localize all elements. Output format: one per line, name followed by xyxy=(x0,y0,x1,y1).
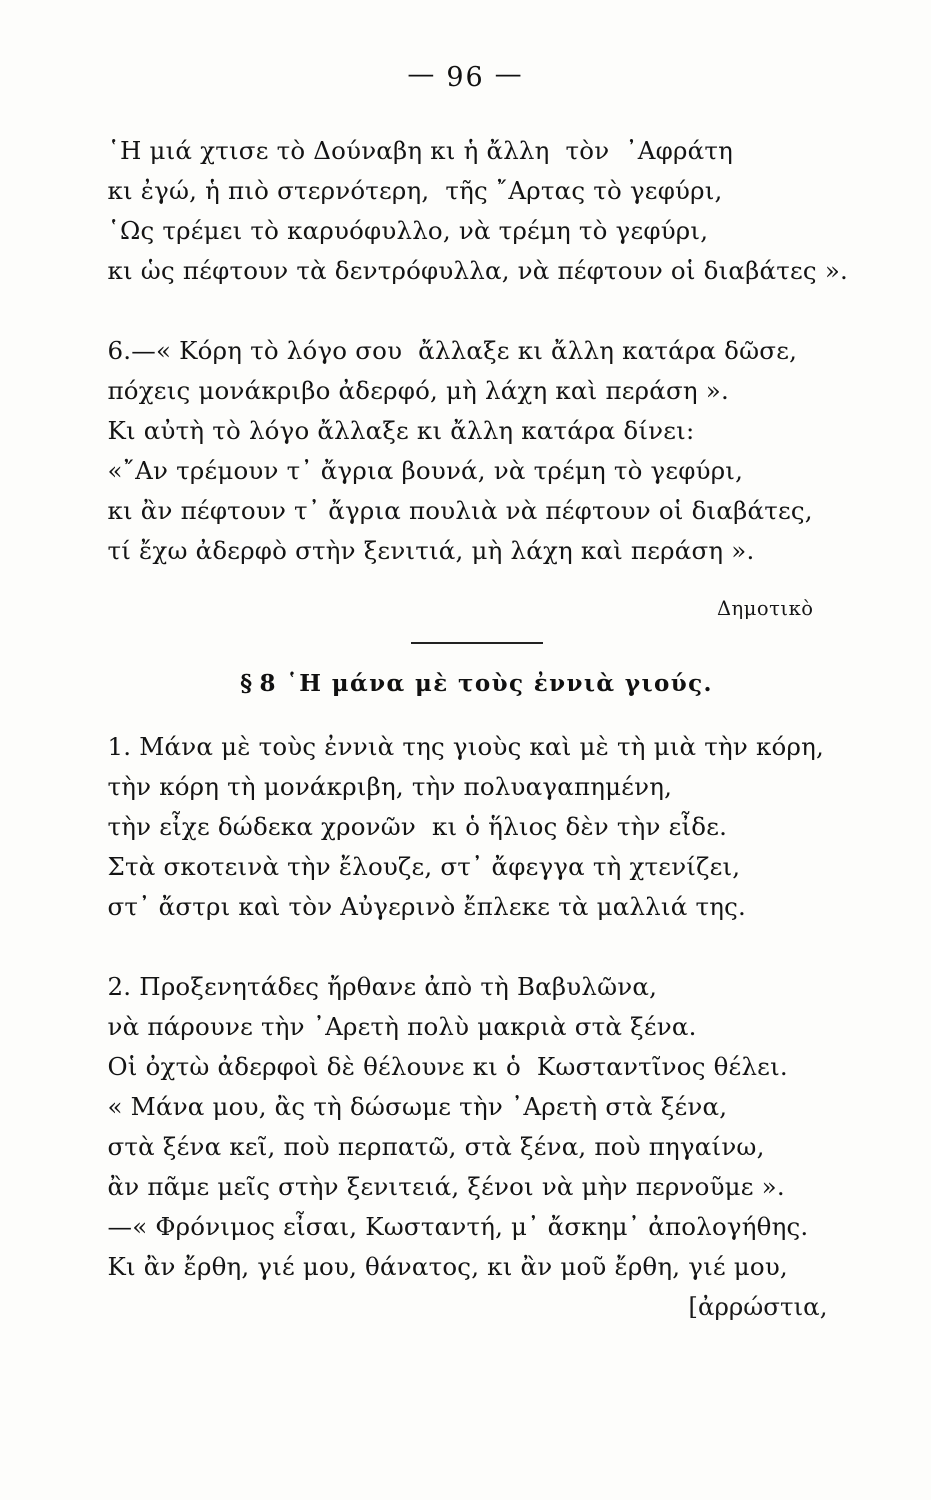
poem-line: πόχεις μονάκριβο ἀδερφό, μὴ λάχη καὶ περάση ». xyxy=(107,376,729,405)
stanza-b xyxy=(108,331,846,571)
stanza-spacer xyxy=(108,953,846,967)
page-number xyxy=(0,0,931,93)
dash-left: — xyxy=(407,59,437,90)
poem-line: Οἱ ὀχτὼ ἀδερφοὶ δὲ θέλουνε κι ὁ Κωσταντῖνος θέλει. xyxy=(107,1052,788,1081)
poem-line: τὴν κόρη τὴ μονάκριβη, τὴν πολυαγαπημένη, xyxy=(107,772,673,801)
poem-line: Στὰ σκοτεινὰ τὴν ἔλουζε, στ᾽ ἄφεγγα τὴ χτενίζει, xyxy=(107,852,741,881)
dash-right: — xyxy=(494,59,524,90)
stanza-a xyxy=(107,131,849,291)
section-sign: § xyxy=(240,670,254,697)
poem-line: Κι ἂν ἔρθη, γιέ μου, θάνατος, κι ἂν μοῦ ἔρθη, γιέ μου, xyxy=(107,1252,788,1281)
section-number: 8 xyxy=(259,670,277,697)
stanza-spacer xyxy=(108,317,846,331)
poem-line: «῎Αν τρέμουν τ᾽ ἄγρια βουνά, νὰ τρέμη τὸ γεφύρι, xyxy=(107,456,744,485)
poem-line: στὰ ξένα κεῖ, ποὺ περπατῶ, στὰ ξένα, ποὺ πηγαίνω, xyxy=(107,1132,765,1161)
poem-line: κι ὡς πέφτουν τὰ δεντρόφυλλα, νὰ πέφτουν οἱ διαβάτες ». xyxy=(107,256,849,285)
turned-over-line: [ἀρρώστια, xyxy=(688,1292,828,1321)
poem-line: τί ἔχω ἀδερφὸ στὴν ξενιτιά, μὴ λάχη καὶ περάση ». xyxy=(107,536,755,565)
page-number-value: 96 xyxy=(446,62,485,93)
poem-line: 1. Μάνα μὲ τοὺς ἐννιὰ της γιοὺς καὶ μὲ τὴ μιὰ τὴν κόρη, xyxy=(107,732,824,761)
poem-line: 6.—« Κόρη τὸ λόγο σου ἄλλαξε κι ἄλλη κατάρα δῶσε, xyxy=(107,336,798,365)
poem-line: ῾Η μιά χτισε τὸ Δούναβη κι ἡ ἄλλη τὸν ᾿Αφράτη xyxy=(107,136,733,165)
poem-line: κι ἂν πέφτουν τ᾽ ἄγρια πουλιὰ νὰ πέφτουν οἱ διαβάτες, xyxy=(107,496,813,525)
section-heading xyxy=(108,670,846,697)
section-divider xyxy=(108,642,846,644)
poem-line: —« Φρόνιμος εἶσαι, Κωσταντή, μ᾽ ἄσκημ᾽ ἀπολογήθης. xyxy=(107,1212,809,1241)
poem-line: Κι αὐτὴ τὸ λόγο ἄλλαξε κι ἄλλη κατάρα δίνει: xyxy=(107,416,695,445)
poem-line: στ᾽ ἄστρι καὶ τὸν Αὐγερινὸ ἔπλεκε τὰ μαλλιά της. xyxy=(107,892,746,921)
section-title: ῾Η μάνα μὲ τοὺς ἐννιὰ γιούς. xyxy=(286,670,713,697)
stanza-2 xyxy=(108,967,846,1327)
poem-line: τὴν εἶχε δώδεκα χρονῶν κι ὁ ἥλιος δὲν τὴν εἶδε. xyxy=(107,812,728,841)
stanza-1 xyxy=(108,727,846,927)
divider-rule xyxy=(411,642,543,644)
poem-line: ἂν πᾶμε μεῖς στὴν ξενιτειά, ξένοι νὰ μὴν περνοῦμε ». xyxy=(107,1172,785,1201)
poem-line: κι ἐγώ, ἡ πιὸ στερνότερη, τῆς ῎Αρτας τὸ γεφύρι, xyxy=(107,176,723,205)
attribution: Δημοτικὸ xyxy=(716,597,814,620)
poem-line: 2. Προξενητάδες ἤρθανε ἀπὸ τὴ Βαβυλῶνα, xyxy=(107,972,658,1001)
body-column xyxy=(86,131,849,1327)
poem-line: « Μάνα μου, ἂς τὴ δώσωμε τὴν ᾿Αρετὴ στὰ ξένα, xyxy=(107,1092,728,1121)
poem-line: ῾Ως τρέμει τὸ καρυόφυλλο, νὰ τρέμη τὸ γεφύρι, xyxy=(107,216,709,245)
poem-line: νὰ πάρουνε τὴν ᾿Αρετὴ πολὺ μακριὰ στὰ ξένα. xyxy=(107,1012,697,1041)
